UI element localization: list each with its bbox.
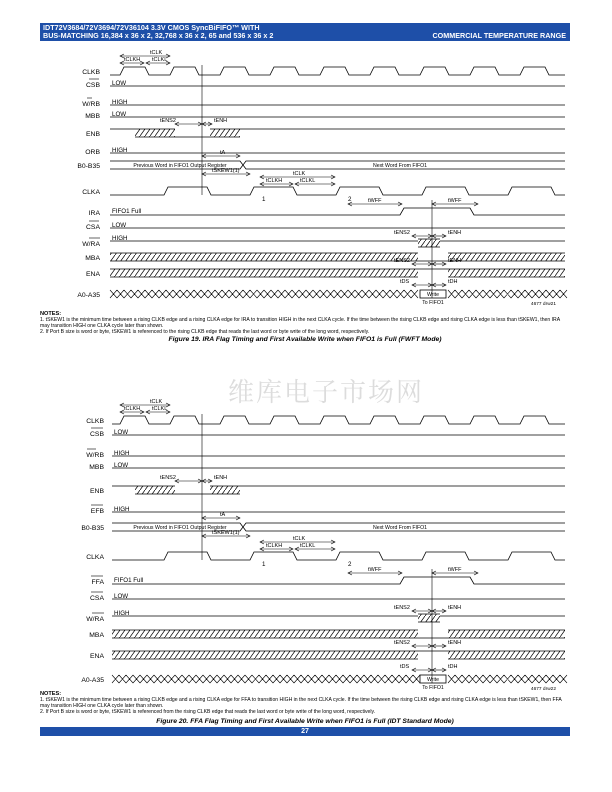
f19-bbus-next: Next Word From FIFO1 xyxy=(372,163,428,169)
f19-ira-level: FIFO1 Full xyxy=(112,208,142,215)
f19-tdh-label: tDH xyxy=(448,279,458,285)
fig19-notes-heading: NOTES: xyxy=(40,311,62,317)
f20-signal-1: CSB xyxy=(90,431,104,438)
f20-abus-x-b xyxy=(448,675,567,683)
f19-signal-12: ENA xyxy=(86,271,100,278)
f20-signal-10: W/RA xyxy=(86,616,104,623)
header-title: IDT72V3684/72V3694/72V36104 3.3V CMOS SyncBiFIFO™ WITH xyxy=(43,23,260,32)
f20-mba-hatch-b-fill xyxy=(448,630,565,638)
f19-signal-8: IRA xyxy=(88,210,100,217)
f19-csb-level: LOW xyxy=(112,80,127,87)
f19-tclkl-a-label: tCLKL xyxy=(300,178,316,184)
f19-tens2-wra-label: tENS2 xyxy=(394,230,410,236)
page-header xyxy=(40,23,570,41)
f20-abus-to-fifo: To FIFO1 xyxy=(422,685,444,691)
fig20-notes-heading: NOTES: xyxy=(40,691,62,697)
f20-tens2-wra-label: tENS2 xyxy=(394,605,410,611)
f19-ena-hatch-b-fill xyxy=(448,269,565,277)
f20-abus-write: Write xyxy=(426,677,440,683)
f19-edge-1: 1 xyxy=(262,196,266,203)
f19-tclkh-a-label: tCLKH xyxy=(266,178,283,184)
f20-csb-level: LOW xyxy=(114,429,129,436)
f19-tskew-label: tSKEW1(1) xyxy=(212,168,240,174)
f20-mbb-level: LOW xyxy=(114,462,129,469)
f20-signal-9: CSA xyxy=(90,595,104,602)
header-range: COMMERCIAL TEMPERATURE RANGE xyxy=(432,31,566,40)
f20-csa-level: LOW xyxy=(114,593,129,600)
f20-signal-8: FFA xyxy=(91,579,104,586)
f20-tclk-a-label: tCLK xyxy=(293,536,306,542)
f19-wrb-level: HIGH xyxy=(112,99,128,106)
f19-abus-x-b xyxy=(448,290,567,298)
f19-wra-hatch-fill xyxy=(418,239,440,247)
f20-bbus-next: Next Word From FIFO1 xyxy=(372,525,428,531)
f20-tclkh-a-label: tCLKH xyxy=(266,543,283,549)
fig20-notes xyxy=(40,691,570,715)
f19-signal-9: CSA xyxy=(86,224,100,231)
f20-tdh-label: tDH xyxy=(448,664,458,670)
f20-ena-hatch-b-fill xyxy=(448,651,565,659)
f19-flagb-level: HIGH xyxy=(112,147,128,154)
f19-signal-6: B0-B35 xyxy=(77,163,100,170)
f19-signal-2: W/RB xyxy=(82,101,100,108)
f19-mba-hatch-b-fill xyxy=(448,253,565,261)
f19-drawing-no: 4677 drw21 xyxy=(530,302,556,307)
f20-bbus-prev: Previous Word in FIFO1 Output Register xyxy=(133,525,227,531)
f19-edge-2: 2 xyxy=(348,196,352,203)
f19-abus-x-a xyxy=(110,290,418,298)
f20-abus-x-a xyxy=(112,675,420,683)
header-subtitle: BUS-MATCHING 16,384 x 36 x 2, 32,768 x 36 x 2, 65 and 536 x 36 x 2 xyxy=(43,31,274,40)
fig20-note-2: 2. If Port B size is word or byte, tSKEW1 is referenced from the rising CLKB edge that reads the last word or byte write of the long word, respectively. xyxy=(40,709,376,715)
f19-twff-1-label: tWFF xyxy=(368,198,382,204)
f19-ta-label: tA xyxy=(220,150,226,156)
f20-wra-level: HIGH xyxy=(114,610,130,617)
f20-mba-hatch-a-fill xyxy=(112,630,418,638)
f20-ta-label: tA xyxy=(220,512,226,518)
f20-enb-hatch-b-fill xyxy=(210,486,240,494)
f20-drawing-no: 4677 drw22 xyxy=(530,687,556,692)
f19-signal-13: A0-A35 xyxy=(77,292,100,299)
f20-tens2-ena-label: tENS2 xyxy=(394,640,410,646)
f20-tclkh-b-label: tCLKH xyxy=(124,406,141,412)
f20-tenh-wra-label: tENH xyxy=(448,605,462,611)
f20-signal-0: CLKB xyxy=(86,418,104,425)
watermark: 维库电子市场网 xyxy=(228,378,425,408)
f19-tclk-a-label: tCLK xyxy=(293,171,306,177)
f19-tclkh-b-label: tCLKH xyxy=(124,57,141,63)
f20-signal-4: ENB xyxy=(90,488,104,495)
f20-ira-wave xyxy=(112,577,565,584)
f20-tds-label: tDS xyxy=(400,664,410,670)
f19-mbb-level: LOW xyxy=(112,111,127,118)
f19-tclkl-b-label: tCLKL xyxy=(152,57,168,63)
fig20-note-1: 1. tSKEW1 is the minimum time between a rising CLKB edge and a rising CLKA edge for FFA to transition HIGH in the next CLKA cycle. If the time between the rising CLKB edge and rising CLKA edge is less than tSKEW1, then FFA may transition HIGH one CLKA cycle later than shown. xyxy=(40,697,562,709)
f20-signal-13: A0-A35 xyxy=(81,677,104,684)
f20-tclkl-a-label: tCLKL xyxy=(300,543,316,549)
f19-tds-label: tDS xyxy=(400,279,410,285)
f19-ira-wave xyxy=(110,208,565,215)
f19-signal-5: ORB xyxy=(85,149,100,156)
fig20-caption: Figure 20. FFA Flag Timing and First Available Write when FIFO1 is Full (IDT Standard Mode) xyxy=(156,718,454,725)
f19-bbus-prev: Previous Word in FIFO1 Output Register xyxy=(133,163,227,169)
timing-diagram-fig20 xyxy=(0,392,612,692)
f19-signal-11: MBA xyxy=(85,255,100,262)
fig19-note-1: 1. tSKEW1 is the minimum time between a rising CLKB edge and a rising CLKA edge for IRA to transition HIGH in the next CLKA cycle. If the time between the rising CLKB edge and rising CLKA edge is less than tSKEW1, then IRA may transition HIGH one CLKA cycle later than shown. xyxy=(40,317,560,329)
f19-abus-write: Write xyxy=(426,292,440,298)
f20-clkb-wave xyxy=(112,416,565,424)
f20-tclkl-b-label: tCLKL xyxy=(152,406,168,412)
f20-enb-hatch-a-fill xyxy=(135,486,175,494)
f20-wrb-level: HIGH xyxy=(114,450,130,457)
f19-signal-4: ENB xyxy=(86,131,100,138)
f20-tclk-b-label: tCLK xyxy=(150,399,163,405)
f19-tenh-ena-label: tENH xyxy=(448,258,462,264)
f19-signal-0: CLKB xyxy=(82,69,100,76)
f20-signal-3: MBB xyxy=(89,464,104,471)
f20-tskew-label: tSKEW1(1) xyxy=(212,530,240,536)
f20-signal-5: EFB xyxy=(90,508,104,515)
f19-signal-7: CLKA xyxy=(82,189,100,196)
f19-abus-to-fifo: To FIFO1 xyxy=(422,300,444,306)
f19-tenh-wra-label: tENH xyxy=(448,230,462,236)
f19-csa-level: LOW xyxy=(112,222,127,229)
f20-signal-6: B0-B35 xyxy=(81,525,104,532)
f19-signal-1: CSB xyxy=(86,82,100,89)
f20-wra-hatch-fill xyxy=(418,614,440,622)
f20-signal-11: MBA xyxy=(89,632,104,639)
f20-signal-12: ENA xyxy=(90,653,104,660)
f20-twff-2-label: tWFF xyxy=(448,567,462,573)
f20-signal-2: W/RB xyxy=(86,452,104,459)
page-number: 27 xyxy=(40,727,570,736)
f20-tenh-b-label: tENH xyxy=(214,475,228,481)
f19-twff-2-label: tWFF xyxy=(448,198,462,204)
f19-enb-wave xyxy=(110,129,565,137)
f19-enb-hatch-b-fill xyxy=(210,129,240,137)
f20-tens2-b-label: tENS2 xyxy=(160,475,176,481)
fig19-note-2: 2. If Port B size is word or byte, tSKEW1 is referenced to the rising CLKB edge that reads the last word or byte write of the long word, respectively. xyxy=(40,329,370,335)
f19-clka-wave xyxy=(110,187,565,195)
timing-diagram-fig19 xyxy=(0,45,612,310)
f19-signal-10: W/RA xyxy=(82,241,100,248)
f20-flagb-level: HIGH xyxy=(114,506,130,513)
f19-tenh-b-label: tENH xyxy=(214,118,228,124)
f19-wra-level: HIGH xyxy=(112,235,128,242)
f19-signal-3: MBB xyxy=(85,113,100,120)
f19-enb-hatch-a-fill xyxy=(135,129,175,137)
f19-tens2-ena-label: tENS2 xyxy=(394,258,410,264)
fig19-caption: Figure 19. IRA Flag Timing and First Available Write when FIFO1 is Full (FWFT Mode) xyxy=(168,336,442,343)
f20-ira-level: FIFO1 Full xyxy=(114,577,144,584)
f19-tclk-b-label: tCLK xyxy=(150,50,163,56)
f20-clka-wave xyxy=(112,552,565,560)
f20-ena-hatch-a-fill xyxy=(112,651,418,659)
f20-twff-1-label: tWFF xyxy=(368,567,382,573)
f20-enb-wave xyxy=(112,486,565,494)
fig19-notes xyxy=(40,311,570,335)
f20-edge-1: 1 xyxy=(262,561,266,568)
f20-edge-2: 2 xyxy=(348,561,352,568)
f20-tenh-ena-label: tENH xyxy=(448,640,462,646)
f19-ena-hatch-a-fill xyxy=(110,269,418,277)
f20-signal-7: CLKA xyxy=(86,554,104,561)
f19-mba-hatch-a-fill xyxy=(110,253,418,261)
f19-clkb-wave xyxy=(110,67,565,75)
f19-tens2-b-label: tENS2 xyxy=(160,118,176,124)
